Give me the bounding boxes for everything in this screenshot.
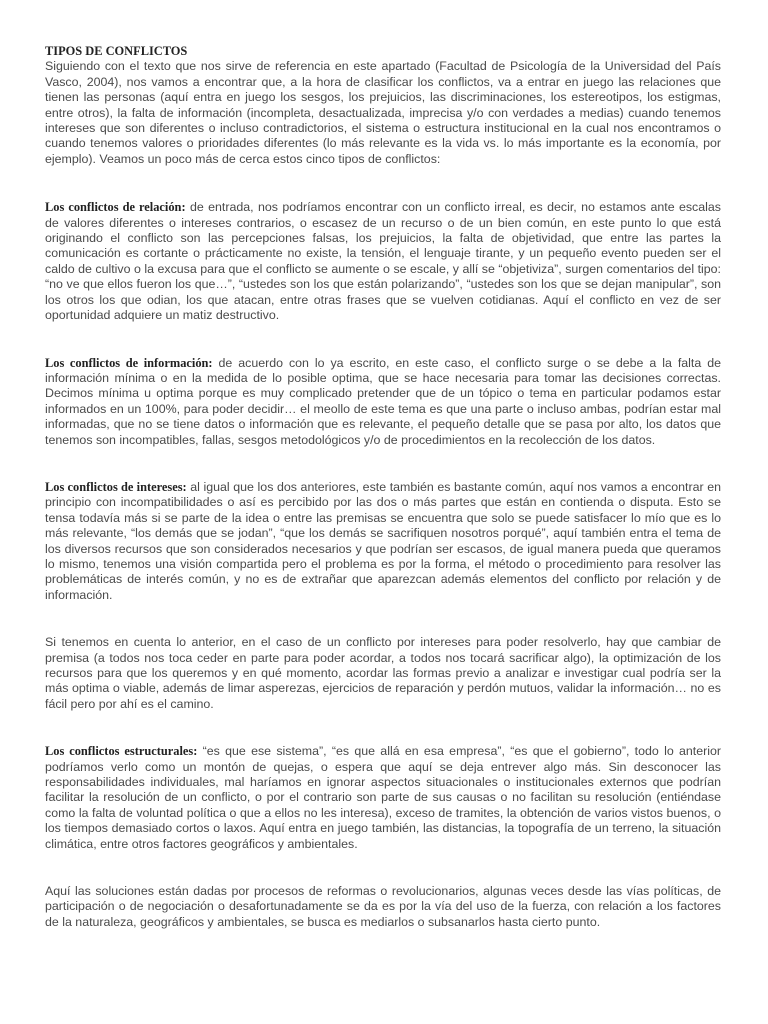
document-title: TIPOS DE CONFLICTOS <box>45 44 188 58</box>
section-text: Aquí las soluciones están dadas por procesos de reformas o revolucionarios, algunas veces desde las vías políticas, de participación o de negociación o desafortunadamente se da es por la vía del uso de la fuerza, con relación a los factores de la naturaleza, geográficos y ambientales, se busca es mediarlos o subsanarlos hasta cierto punto. <box>45 884 721 929</box>
section-text: “es que ese sistema”, “es que allá en esa empresa”, “es que el gobierno”, todo lo anterior podríamos verlo como un montón de quejas, o espera que aquí se deja entrever algo más. Sin desconocer las responsabilidades individuales, mal haríamos en ignorar aspectos situacionales o institucionales externos que podrían facilitar la resolución de un conflicto, o por el contrario son parte de sus causas o no facilitan su resolución (entiéndase como la falta de voluntad política o que a ellos no les interesa), exceso de tramites, la obtención de varios vistos buenos, o los tiempos demasiado cortos o laxos. Aquí entra en juego también, las distancias, la topografía de un terreno, la situación climática, entre otros factores geográficos y ambientales. <box>45 744 721 851</box>
section-text: al igual que los dos anteriores, este también es bastante común, aquí nos vamos a encontrar en principio con incompatibilidades o así es percibido por las dos o más partes que están en contienda o disputa. Esto se tensa todavía más si se parte de la idea o entre las premisas se encuentra que solo se puede satisfacer lo mío que es lo más relevante, “los demás que se jodan”, “que los demás se sacrifiquen nosotros porqué”, aquí también entra el tema de los diversos recursos que son considerados necesarios y que podrían ser escasos, de igual manera pueda que queramos lo mismo, tenemos una visión compartida pero el problema es por la forma, el método o procedimiento para resolver las problemáticas de interés común, y no es de extrañar que aparezcan además elementos del conflicto por relación y de información. <box>45 479 721 602</box>
section-relacion <box>45 200 721 323</box>
section-text: de acuerdo con lo ya escrito, en este caso, el conflicto surge o se debe a la falta de información mínima o en la medida de lo posible optima, que se hace necesaria para tomar las decisiones correctas. Decimos mínima u optima porque es muy complicado pretender que de un tópico o tema en particular podamos estar informados en un 100%, para poder decidir… el meollo de este tema es que una parte o incluso ambas, podrían estar mal informadas, que no se tiene datos o información que es relevante, el pequeño detalle que se pasa por alto, los datos que tenemos son incompatibles, fallas, sesgos metodológicos y/o de procedimientos en la recolección de los datos. <box>45 355 721 447</box>
section-intereses <box>45 480 721 603</box>
section-text: de entrada, nos podríamos encontrar con un conflicto irreal, es decir, no estamos ante escalas de valores diferentes o intereses contrarios, o escasez de un recurso o de un bien común, en este punto lo que está originando el conflicto son las percepciones falsas, los prejuicios, la falta de objetividad, que entre las partes la comunicación es cortante o prácticamente no existe, la tensión, el lenguaje tirante, y un pequeño evento pueden ser el caldo de cultivo o la excusa para que el conflicto se aumente o se escale, y allí se “objetiviza”, surgen comentarios del tipo: “no ve que ellos fueron los que…”, “ustedes son los que están polarizando”, “ustedes son los que se dejan manipular”, son los otros los que odian, los que atacan, entre otras frases que se vuelven cotidianas. Aquí el conflicto en vez de ser oportunidad adquiere un matiz destructivo. <box>45 200 721 323</box>
section-informacion <box>45 356 721 448</box>
section-estructurales-soluciones <box>45 884 721 930</box>
section-estructurales <box>45 744 721 852</box>
section-lead: Los conflictos de relación: <box>45 200 186 215</box>
section-intereses-resolucion <box>45 635 721 712</box>
section-lead: Los conflictos de información: <box>45 355 213 370</box>
document-page <box>45 44 721 930</box>
section-lead: Los conflictos de intereses: <box>45 479 187 494</box>
section-text: Si tenemos en cuenta lo anterior, en el caso de un conflicto por intereses para poder resolverlo, hay que cambiar de premisa (a todos nos toca ceder en parte para poder acordar, a todos nos tocará sacrificar algo), la optimización de los recursos para que los queremos y en qué momento, acordar las formas previo a analizar e investigar cual podría ser la más optima o viable, además de limar asperezas, ejercicios de reparación y perdón mutuos, validar la información… no es fácil pero por ahí es el camino. <box>45 635 721 711</box>
section-lead: Los conflictos estructurales: <box>45 744 198 759</box>
intro-paragraph: Siguiendo con el texto que nos sirve de referencia en este apartado (Facultad de Psicología de la Universidad del País Vasco, 2004), nos vamos a encontrar que, a la hora de clasificar los conflictos, va a entrar en juego las relaciones que tienen las personas (aquí entra en juego los sesgos, los prejuicios, las discriminaciones, los estereotipos, los estigmas, entre otros), la falta de información (incompleta, desactualizada, imprecisa y/o con verdades a medias) cuando tenemos intereses que son diferentes o incluso contradictorios, el sistema o estructura institucional en la cual nos encontramos o cuando tenemos valores o prioridades diferentes (lo más relevante es la vida vs. lo más importante es la economía, por ejemplo). Veamos un poco más de cerca estos cinco tipos de conflictos: <box>45 59 721 166</box>
